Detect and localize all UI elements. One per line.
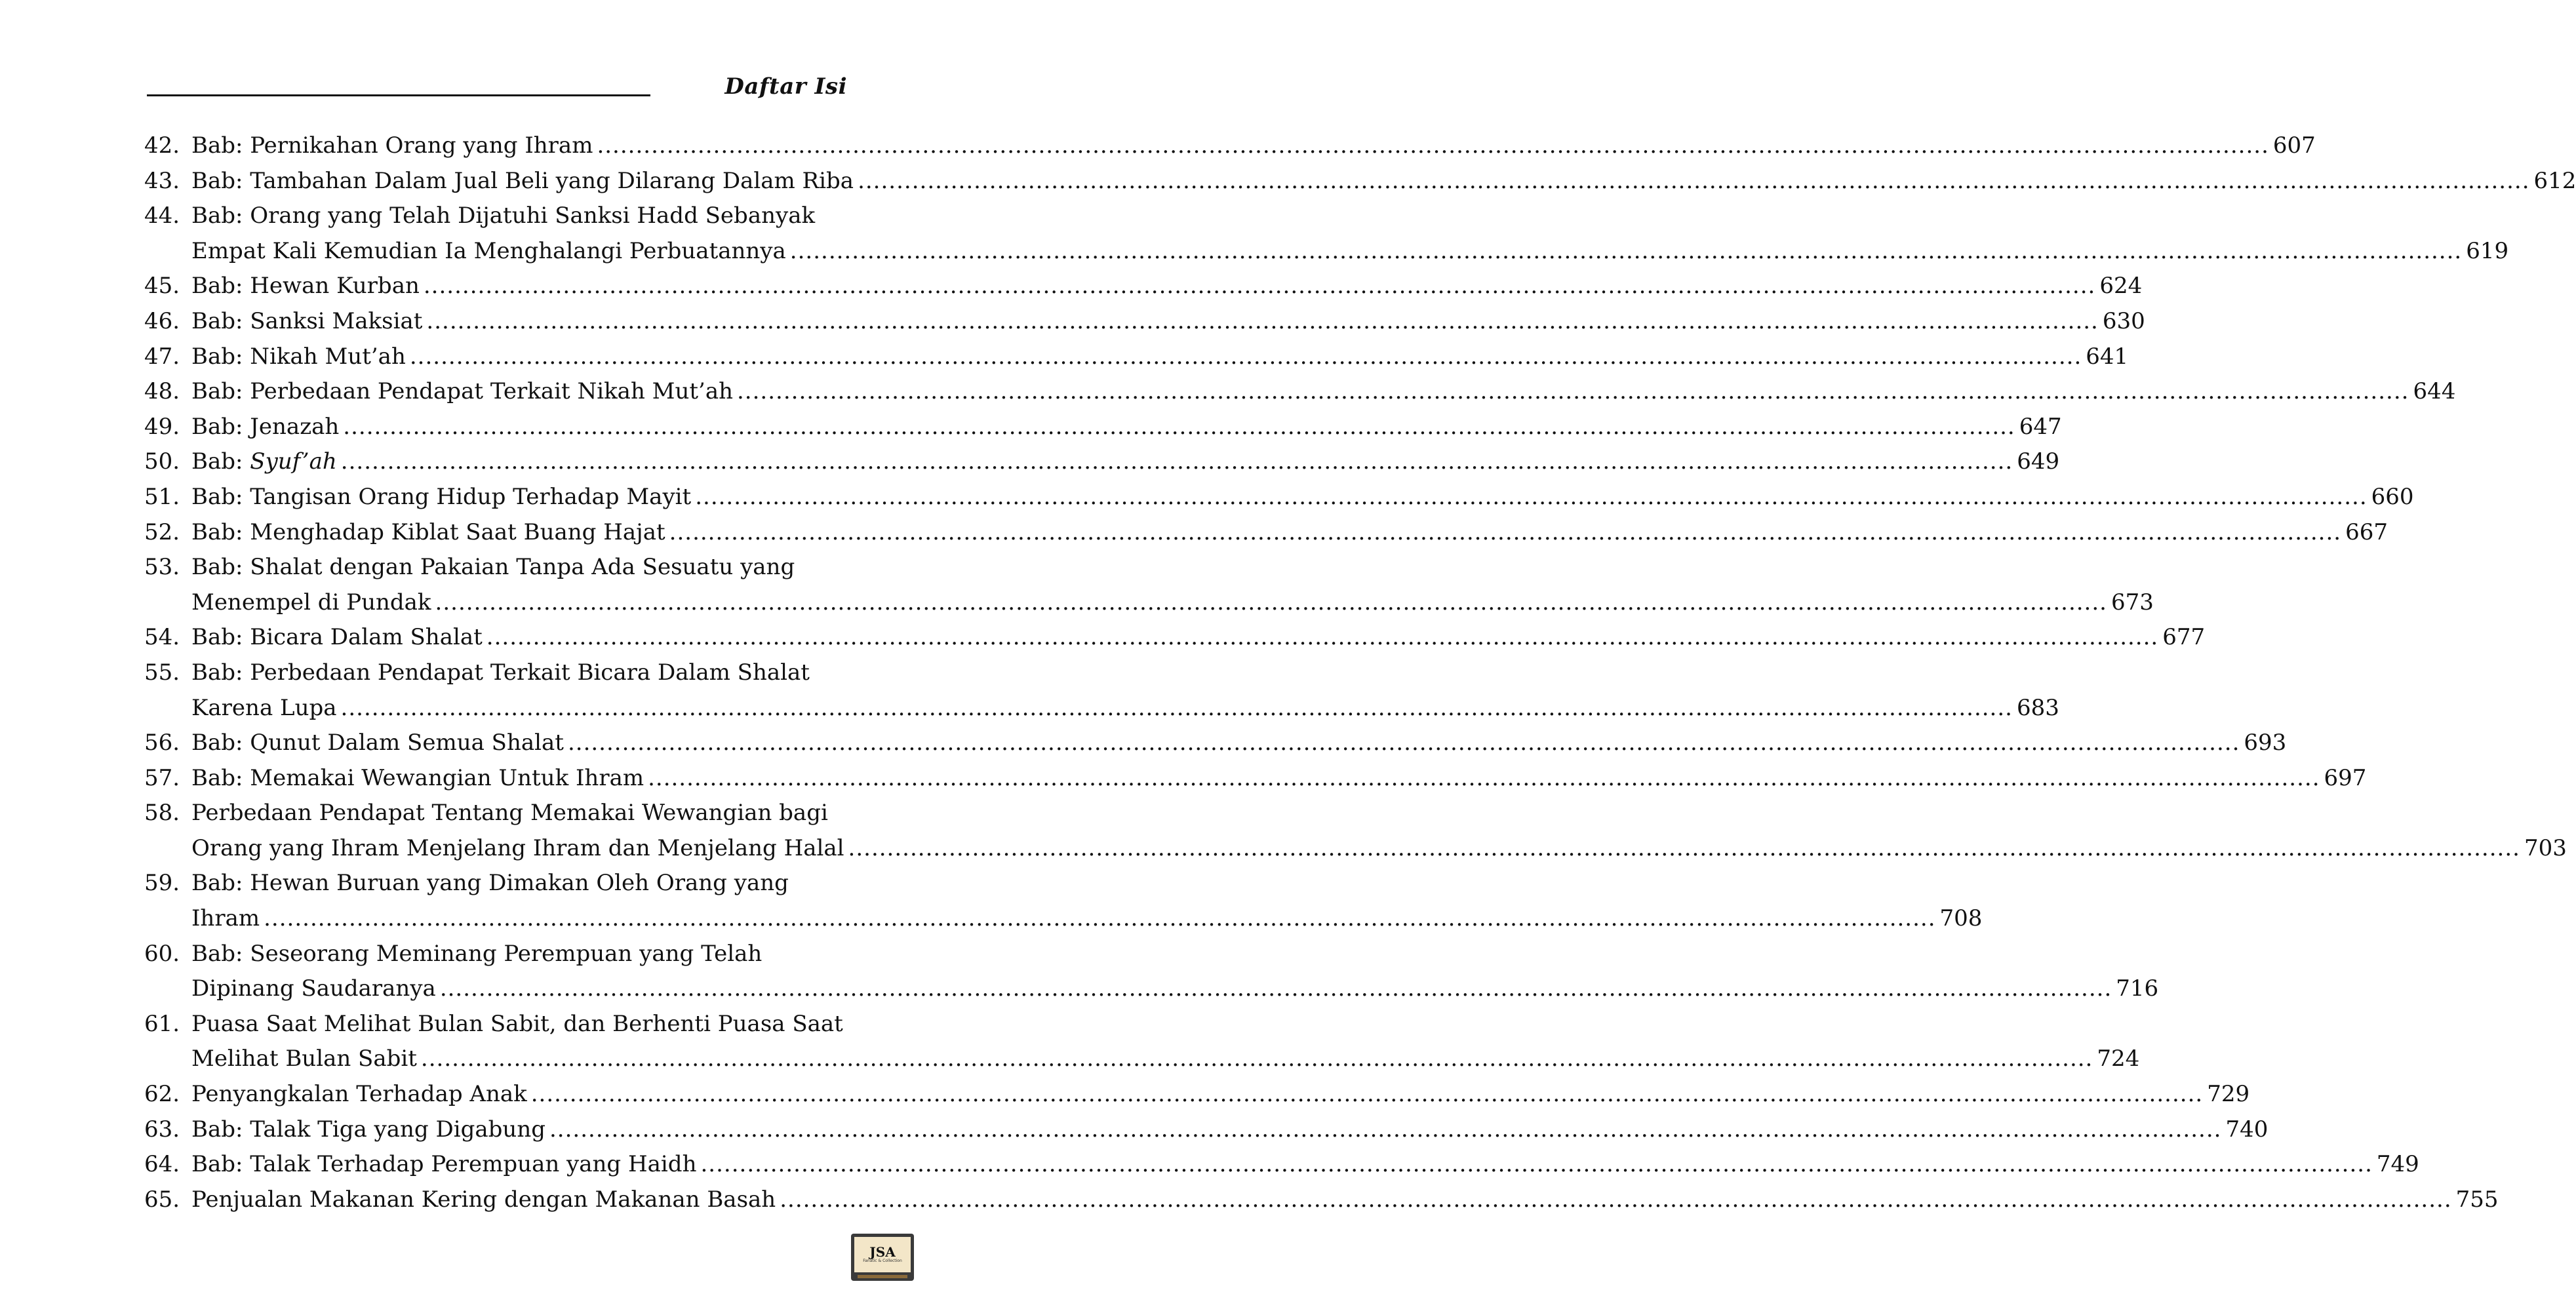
toc-entry-title: Empat Kali Kemudian Ia Menghalangi Perbuatannya — [191, 237, 786, 264]
toc-leader-dots — [440, 971, 2112, 1007]
logo-text: JSA — [869, 1244, 896, 1260]
toc-entry-page: 724 — [2097, 1046, 2140, 1072]
toc-entry-title: Ihram — [191, 905, 260, 932]
toc-leader-dots — [848, 831, 2520, 867]
toc-entry-title: Bab: Bicara Dalam Shalat — [191, 624, 483, 651]
toc-entry-page: 683 — [2016, 694, 2059, 721]
toc-entry — [144, 1147, 2419, 1183]
toc-leader-dots — [426, 304, 2098, 340]
toc-leader-dots — [568, 726, 2240, 761]
toc-entry — [144, 374, 2456, 410]
toc-entry-title: Penjualan Makanan Kering dengan Makanan Basah — [191, 1186, 776, 1213]
toc-entry-number: 65. — [144, 1186, 180, 1213]
toc-leader-dots — [531, 1077, 2203, 1112]
toc-entry — [144, 866, 1983, 936]
toc-entry-page: 630 — [2102, 307, 2145, 334]
toc-entry-title: Bab: Jenazah — [191, 413, 340, 440]
toc-entry-number: 63. — [144, 1116, 180, 1143]
toc-entry-number: 46. — [144, 307, 180, 334]
toc-entry-page: 641 — [2086, 343, 2129, 370]
toc-entry-title: Bab: Hewan Buruan yang Dimakan Oleh Orang yang — [191, 870, 789, 897]
toc-entry-page: 708 — [1939, 905, 1983, 932]
toc-entry-number: 43. — [144, 167, 180, 194]
toc-entry-page: 667 — [2345, 519, 2388, 545]
toc-entry-number: 57. — [144, 764, 180, 791]
toc-leader-dots — [737, 374, 2409, 410]
toc-entry-page: 649 — [2017, 448, 2060, 475]
toc-entry-title: Karena Lupa — [191, 694, 337, 721]
toc-entry — [144, 1112, 2269, 1148]
toc-entry-title: Melihat Bulan Sabit — [191, 1046, 417, 1072]
toc-entry-title: Puasa Saat Melihat Bulan Sabit, dan Berhenti Puasa Saat — [191, 1010, 843, 1037]
toc-entry-number: 60. — [144, 940, 180, 967]
toc-entry-title: Bab: Perbedaan Pendapat Terkait Bicara Dalam Shalat — [191, 659, 810, 686]
toc-entry — [144, 761, 2367, 796]
toc-entry-title: Bab: Shalat dengan Pakaian Tanpa Ada Sesuatu yang — [191, 554, 795, 581]
toc-leader-dots — [435, 585, 2107, 621]
toc-entry — [144, 128, 2316, 164]
toc-entry — [144, 1077, 2250, 1112]
toc-entry-title: Bab: Nikah Mut’ah — [191, 343, 406, 370]
toc-entry-page: 749 — [2376, 1151, 2419, 1178]
toc-entry — [144, 444, 2060, 480]
toc-entry-page: 755 — [2455, 1186, 2499, 1213]
toc-entry — [144, 1183, 2499, 1218]
toc-entry-page: 716 — [2116, 975, 2159, 1002]
toc-entry-page: 703 — [2524, 834, 2567, 861]
toc-entry-title: Bab: Syuf’ah — [191, 448, 337, 475]
toc-leader-dots — [410, 340, 2082, 375]
toc-entry-number: 52. — [144, 519, 180, 545]
toc-entry-number: 50. — [144, 448, 180, 475]
table-of-contents — [144, 128, 2576, 1217]
toc-entry-title: Bab: Tangisan Orang Hidup Terhadap Mayit — [191, 483, 692, 510]
toc-entry-number: 55. — [144, 659, 180, 686]
toc-entry — [144, 515, 2388, 551]
toc-entry-title: Bab: Sanksi Maksiat — [191, 307, 423, 334]
toc-entry-number: 61. — [144, 1010, 180, 1037]
toc-entry-title: Perbedaan Pendapat Tentang Memakai Wewangian bagi — [191, 800, 828, 827]
toc-entry-title: Bab: Talak Tiga yang Digabung — [191, 1116, 545, 1143]
toc-leader-dots — [421, 1042, 2093, 1077]
toc-entry-number: 64. — [144, 1151, 180, 1178]
toc-entry — [144, 620, 2206, 656]
toc-entry-number: 42. — [144, 132, 180, 159]
toc-leader-dots — [424, 269, 2095, 304]
toc-entry — [144, 340, 2129, 375]
toc-entry-number: 62. — [144, 1081, 180, 1108]
toc-entry-number: 44. — [144, 203, 180, 229]
toc-entry-page: 624 — [2099, 273, 2143, 300]
toc-entry-number: 58. — [144, 800, 180, 827]
toc-entry-title: Bab: Talak Terhadap Perempuan yang Haidh — [191, 1151, 697, 1178]
toc-entry-title: Bab: Orang yang Telah Dijatuhi Sanksi Hadd Sebanyak — [191, 203, 816, 229]
toc-leader-dots — [486, 620, 2158, 656]
toc-entry — [144, 1007, 2140, 1077]
toc-entry — [144, 796, 2567, 866]
toc-entry-page: 660 — [2371, 483, 2414, 510]
page-title: Daftar Isi — [724, 73, 847, 100]
toc-entry — [144, 164, 2576, 199]
toc-entry-title: Dipinang Saudaranya — [191, 975, 436, 1002]
toc-leader-dots — [341, 444, 2013, 480]
toc-entry-number: 54. — [144, 624, 180, 651]
toc-entry-number: 48. — [144, 378, 180, 405]
toc-entry-number: 59. — [144, 870, 180, 897]
toc-entry-page: 673 — [2110, 589, 2154, 616]
toc-entry — [144, 410, 2062, 445]
toc-entry — [144, 269, 2143, 304]
toc-entry-page: 729 — [2207, 1081, 2250, 1108]
toc-entry-title: Bab: Menghadap Kiblat Saat Buang Hajat — [191, 519, 665, 545]
toc-entry — [144, 304, 2145, 340]
toc-entry-title: Bab: Perbedaan Pendapat Terkait Nikah Mut’ah — [191, 378, 733, 405]
toc-entry-page: 677 — [2162, 624, 2206, 651]
toc-entry-page: 697 — [2324, 764, 2367, 791]
toc-leader-dots — [780, 1183, 2451, 1218]
toc-leader-dots — [549, 1112, 2221, 1148]
toc-leader-dots — [264, 901, 1935, 937]
toc-entry-title: Penyangkalan Terhadap Anak — [191, 1081, 527, 1108]
toc-entry-page: 612 — [2533, 167, 2576, 194]
toc-entry-number: 45. — [144, 273, 180, 300]
toc-leader-dots — [341, 691, 2013, 726]
toc-entry-number: 56. — [144, 730, 180, 756]
toc-leader-dots — [790, 234, 2462, 269]
toc-entry-title: Bab: Tambahan Dalam Jual Beli yang Dilarang Dalam Riba — [191, 167, 854, 194]
toc-leader-dots — [648, 761, 2320, 796]
toc-entry — [144, 550, 2154, 620]
toc-leader-dots — [858, 164, 2529, 199]
toc-entry — [144, 726, 2287, 761]
jsa-logo — [851, 1234, 914, 1281]
toc-entry-page: 619 — [2466, 237, 2509, 264]
toc-entry — [144, 199, 2509, 269]
toc-entry-title: Bab: Pernikahan Orang yang Ihram — [191, 132, 593, 159]
toc-entry-title: Bab: Hewan Kurban — [191, 273, 420, 300]
toc-entry-number: 49. — [144, 413, 180, 440]
toc-entry — [144, 656, 2059, 726]
toc-leader-dots — [669, 515, 2341, 551]
toc-entry-page: 644 — [2413, 378, 2456, 405]
toc-leader-dots — [695, 480, 2367, 515]
toc-entry-number: 51. — [144, 483, 180, 510]
toc-entry — [144, 937, 2159, 1007]
toc-entry-number: 47. — [144, 343, 180, 370]
toc-entry-title: Bab: Seseorang Meminang Perempuan yang Telah — [191, 940, 763, 967]
toc-entry-title: Orang yang Ihram Menjelang Ihram dan Menjelang Halal — [191, 834, 844, 861]
toc-entry-number: 53. — [144, 554, 180, 581]
toc-entry-title: Bab: Qunut Dalam Semua Shalat — [191, 730, 564, 756]
toc-entry-title: Menempel di Pundak — [191, 589, 431, 616]
toc-leader-dots — [343, 410, 2015, 445]
toc-entry-page: 740 — [2225, 1116, 2269, 1143]
header-rule — [147, 94, 650, 96]
toc-leader-dots — [597, 128, 2269, 164]
toc-leader-dots — [700, 1147, 2372, 1183]
logo-subtitle: Fanatic & Collection — [863, 1259, 902, 1263]
toc-entry-page: 693 — [2244, 730, 2287, 756]
toc-entry — [144, 480, 2414, 515]
toc-entry-title: Bab: Memakai Wewangian Untuk Ihram — [191, 764, 644, 791]
toc-entry-page: 607 — [2272, 132, 2316, 159]
toc-entry-page: 647 — [2019, 413, 2062, 440]
